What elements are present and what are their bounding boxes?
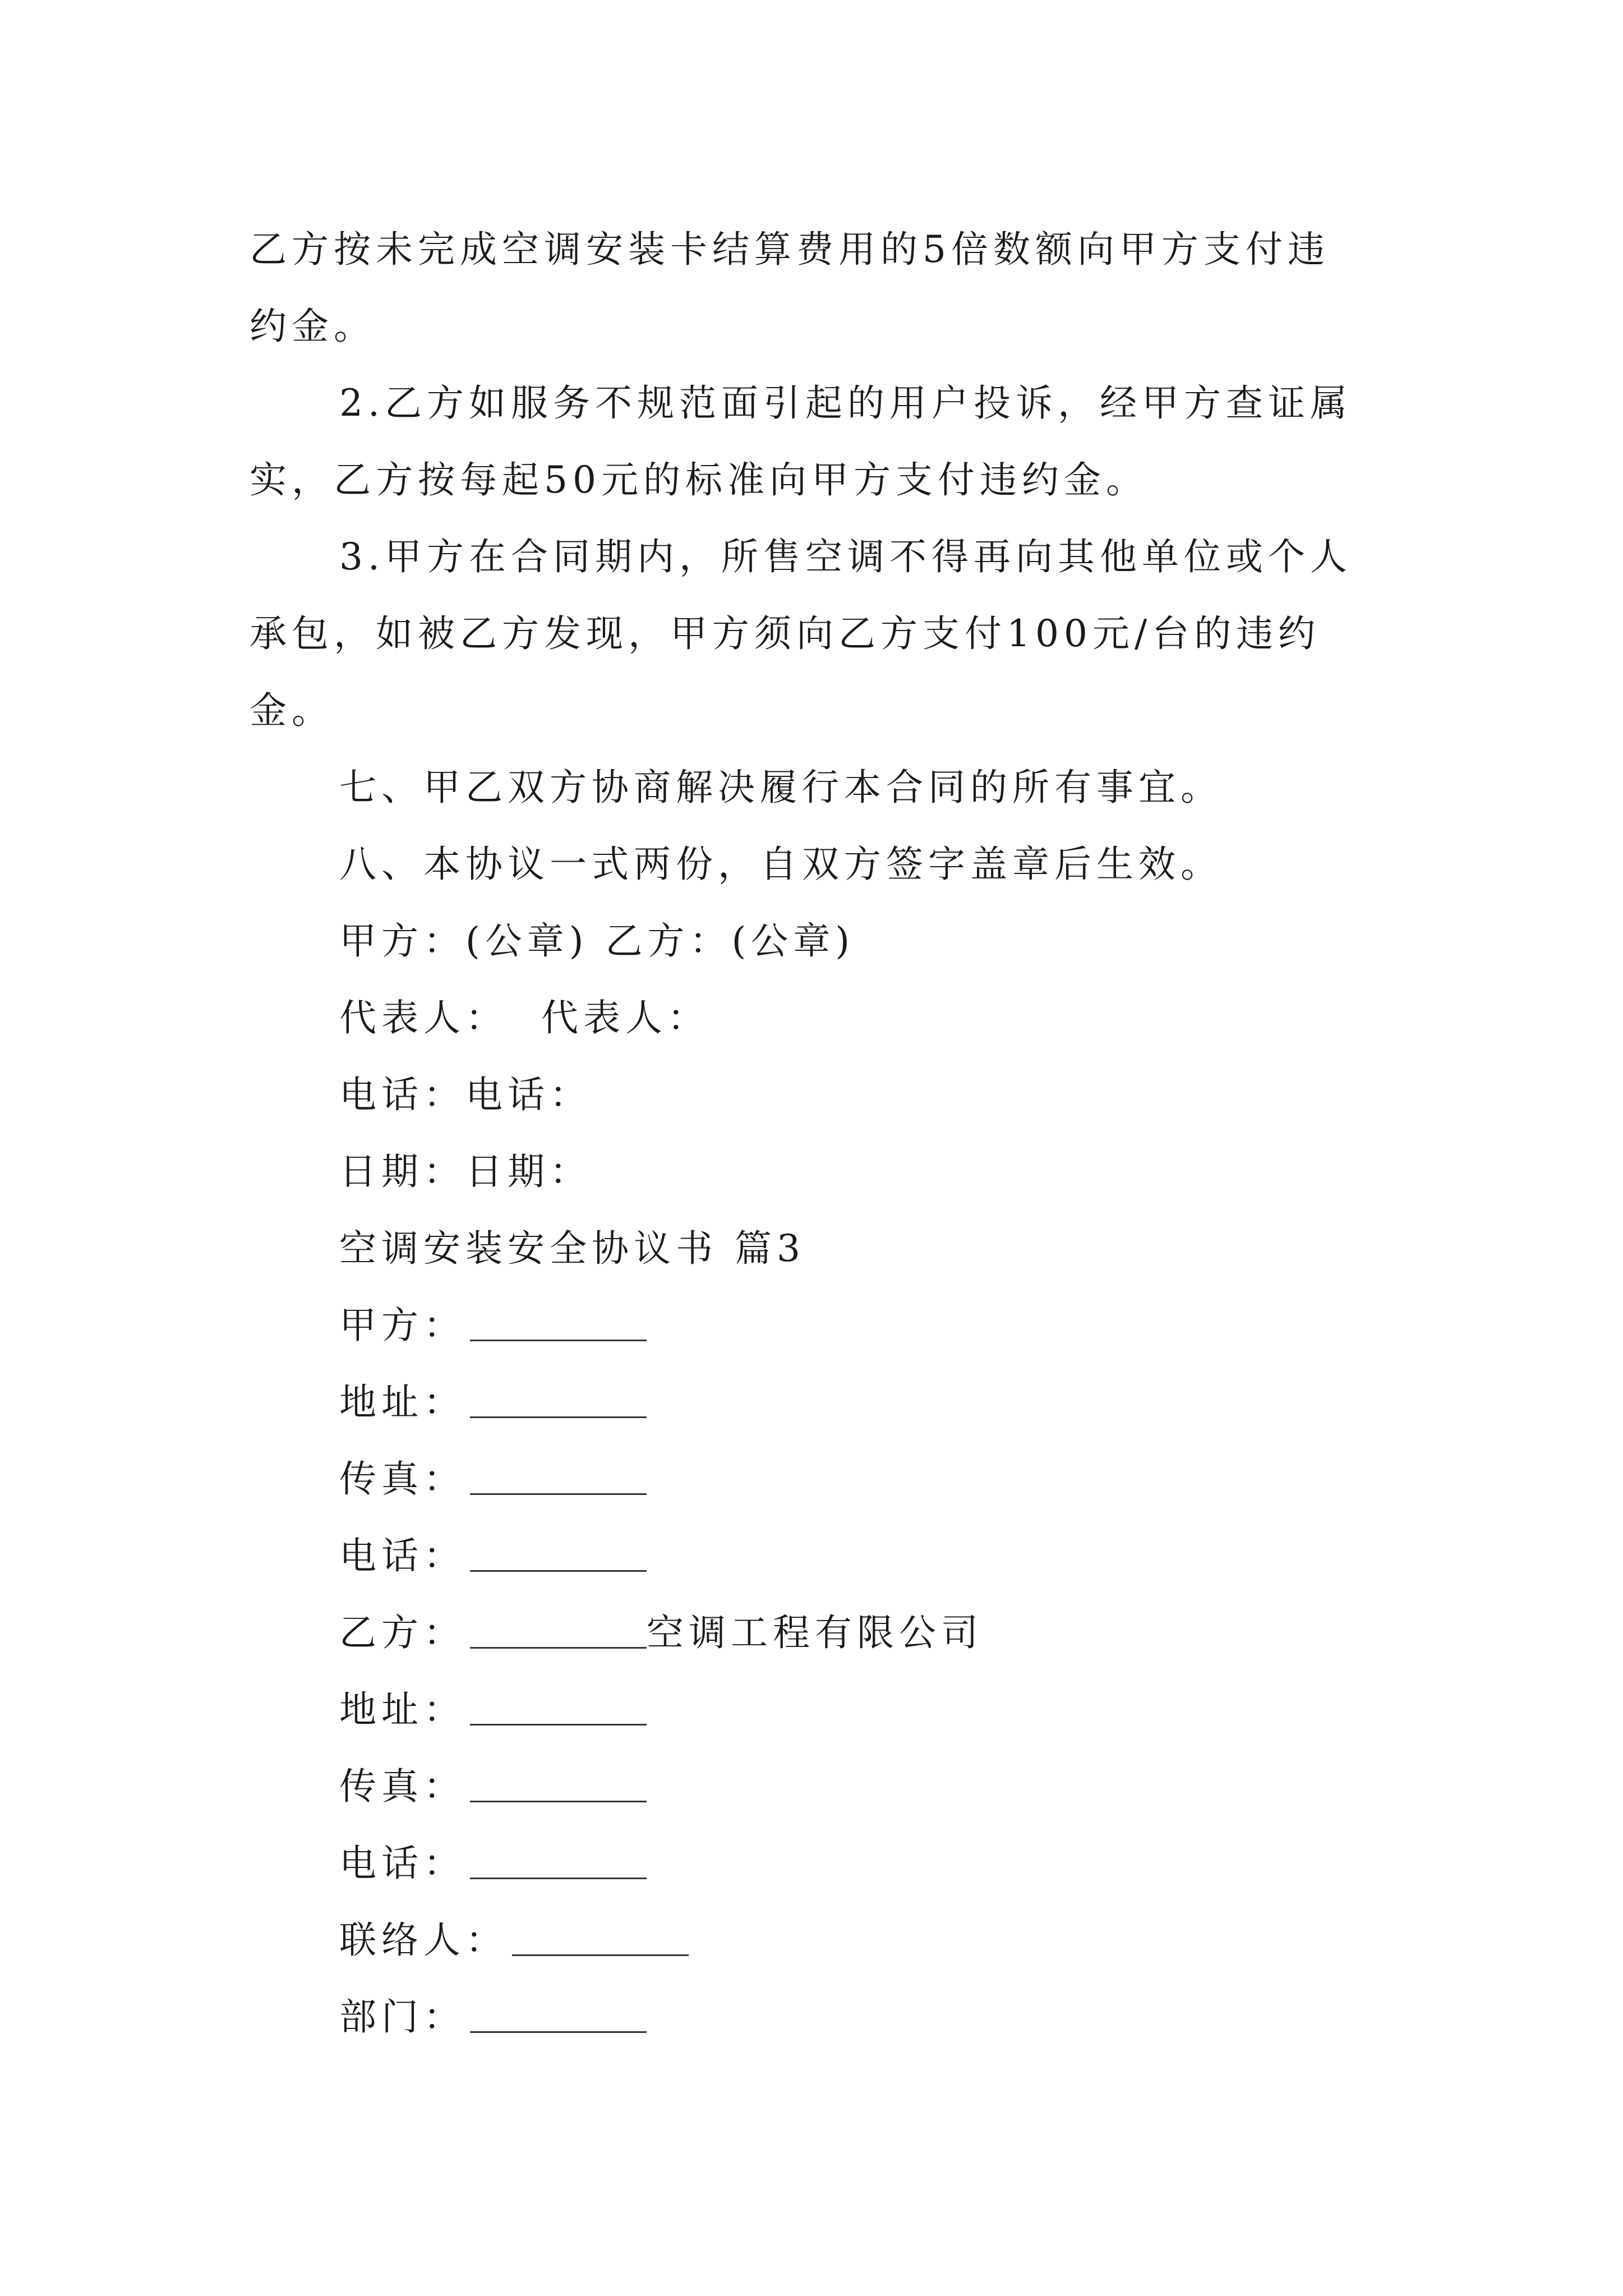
fill-blank[interactable] xyxy=(470,1303,647,1341)
fill-blank[interactable] xyxy=(470,1379,647,1418)
paragraph-line: 金。 xyxy=(250,689,334,732)
field-label: 乙方： xyxy=(339,1611,465,1654)
paragraph-line: 承包，如被乙方发现，甲方须向乙方支付100元/台的违约 xyxy=(250,612,1321,655)
field-label: 地址： xyxy=(339,1688,465,1731)
clause-2-line: 2.乙方如服务不规范面引起的用户投诉，经甲方查证属 xyxy=(339,381,1352,425)
section-heading: 空调安装安全协议书 篇3 xyxy=(339,1227,805,1270)
field-suffix: 空调工程有限公司 xyxy=(647,1611,983,1654)
fill-blank[interactable] xyxy=(470,1610,647,1649)
field-label: 联络人： xyxy=(339,1918,508,1962)
fill-blank[interactable] xyxy=(512,1917,689,1956)
fill-blank[interactable] xyxy=(470,1456,647,1495)
phone-line: 电话：电话： xyxy=(339,1073,592,1116)
paragraph-line: 乙方按未完成空调安装卡结算费用的5倍数额向甲方支付违 xyxy=(250,228,1330,271)
fill-blank[interactable] xyxy=(470,1994,647,2033)
field-label: 传真： xyxy=(339,1457,465,1501)
article-7: 七、甲乙双方协商解决履行本合同的所有事宜。 xyxy=(339,766,1223,809)
fill-blank[interactable] xyxy=(470,1841,647,1879)
field-department xyxy=(250,1978,1391,2055)
field-address-b xyxy=(250,1671,1391,1748)
seal-line: 甲方：(公章) 乙方：(公章) xyxy=(339,919,855,963)
paragraph-line: 实，乙方按每起50元的标准向甲方支付违约金。 xyxy=(250,458,1148,501)
field-fax-a xyxy=(250,1441,1391,1517)
representative-line: 代表人： 代表人： xyxy=(339,996,709,1039)
field-phone-b xyxy=(250,1825,1391,1902)
field-party-b xyxy=(250,1594,1391,1671)
field-phone-a xyxy=(250,1517,1391,1594)
field-label: 传真： xyxy=(339,1765,465,1808)
field-label: 电话： xyxy=(339,1534,465,1577)
field-party-a xyxy=(250,1287,1391,1364)
paragraph-line: 约金。 xyxy=(250,305,376,348)
field-label: 部门： xyxy=(339,1995,465,2039)
field-label: 地址： xyxy=(339,1381,465,1424)
field-address-a xyxy=(250,1364,1391,1441)
field-fax-b xyxy=(250,1748,1391,1825)
clause-3-line: 3.甲方在合同期内，所售空调不得再向其他单位或个人 xyxy=(339,535,1352,578)
fill-blank[interactable] xyxy=(470,1533,647,1572)
fill-blank[interactable] xyxy=(470,1764,647,1802)
fill-blank[interactable] xyxy=(470,1687,647,1726)
document-body xyxy=(250,211,1391,2055)
date-line: 日期：日期： xyxy=(339,1150,592,1193)
field-contact xyxy=(250,1902,1391,1978)
article-8: 八、本协议一式两份，自双方签字盖章后生效。 xyxy=(339,843,1223,886)
field-label: 电话： xyxy=(339,1842,465,1885)
field-label: 甲方： xyxy=(339,1304,465,1347)
